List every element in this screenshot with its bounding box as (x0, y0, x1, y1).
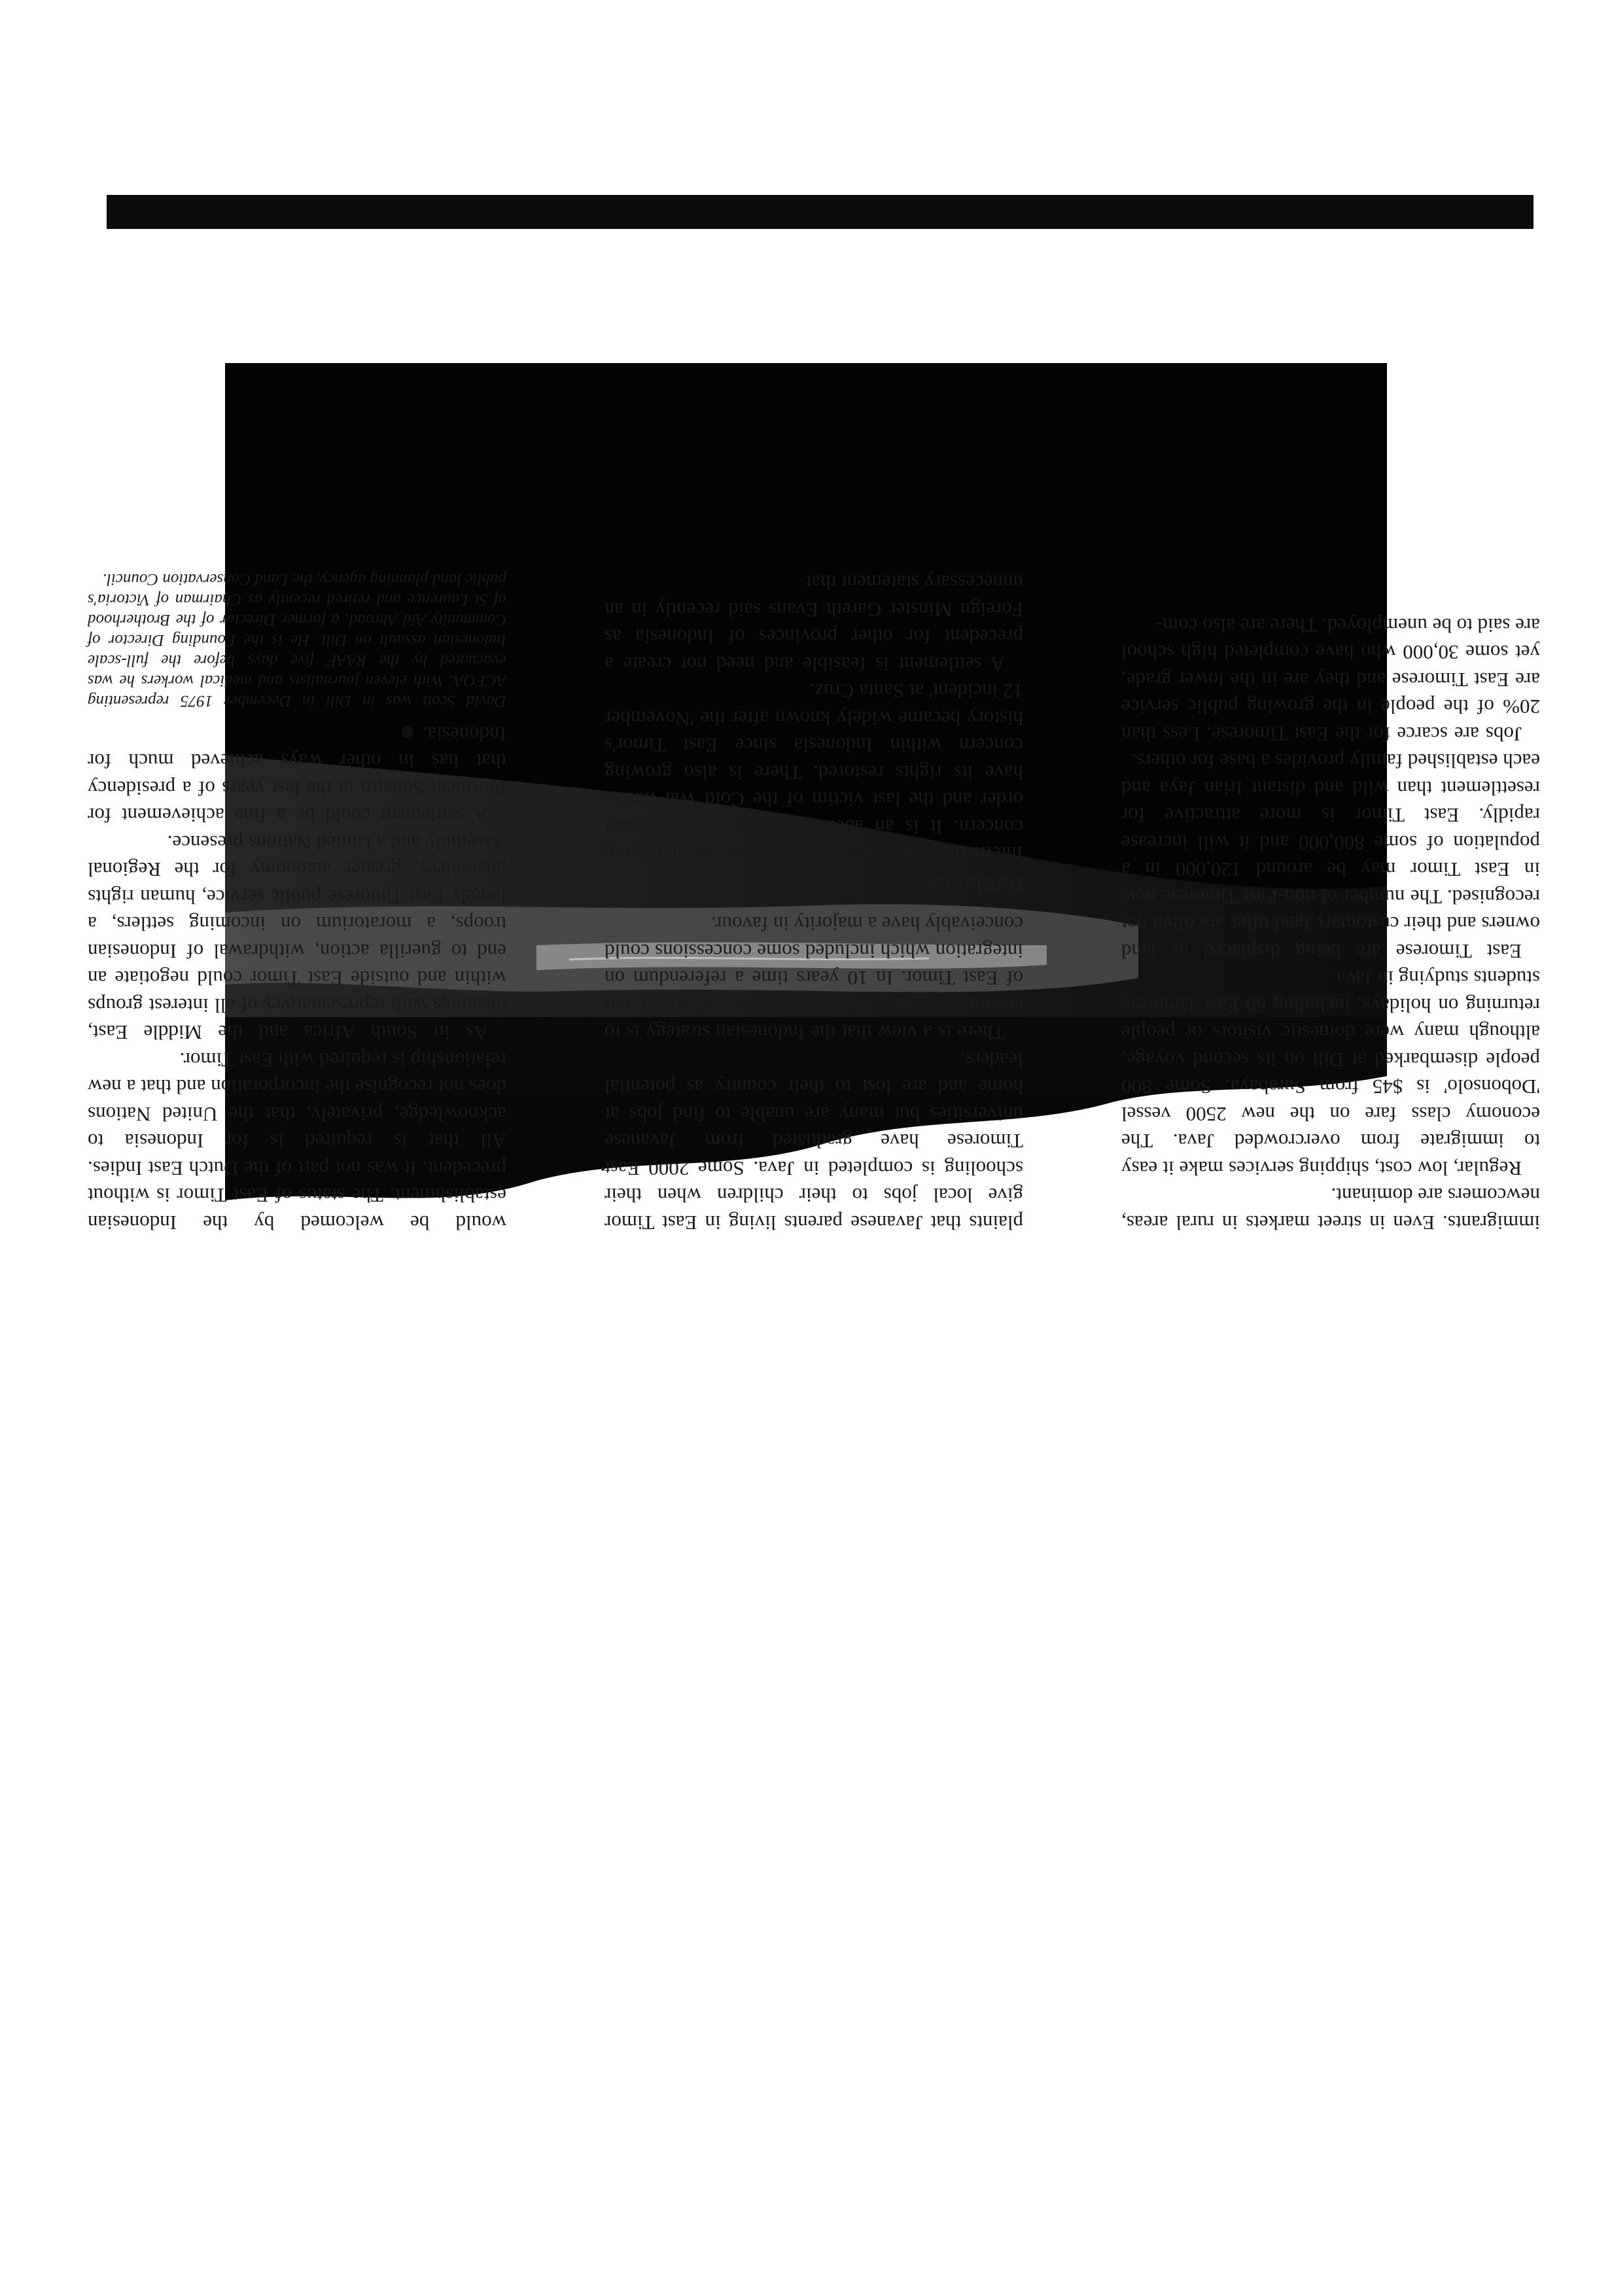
col-left-paragraph-1: immigrants. Even in street markets in rural areas, newcomers are dominant. (1121, 1184, 1540, 1234)
col-left-paragraph-3: East Timorese are being displaced as land owners and their customary land titles are often not recognised. The number of non-East Timorese now in East Timor may be around 120,000 in a population of some 800,000 and it will increase rapidly. East Timor is more attractive for resettlement than wild and distant Irian Jaya and each established family provides a base for others. (1121, 750, 1540, 963)
column-left (1121, 612, 1540, 1237)
col-mid-paragraph-1: plaints that Javanese parents living in East Timor give local jobs to their children when their schooling is completed in Java. Some 2000 East Timorese have graduated from Javanese universities but many are unable to find jobs at home and are lost to their country as potential leaders. (604, 1049, 1023, 1234)
column-middle (604, 569, 1023, 1236)
end-of-article-bullet-icon (402, 726, 413, 738)
col-mid-paragraph-3: Internationally, East Timor is a matter of increasing concern. It is an aberration in the international order and the last victim of the Cold War not to have its rights restored. There is also growing concern within Indonesia since East Timor's history became widely known after the 'November 12 incident' at Santa Cruz. (604, 680, 1023, 866)
settlement-subheading: Settlement (913, 873, 1023, 897)
col-right-paragraph-3 (88, 721, 506, 829)
col-right-paragraph-1: would be welcomed by the Indonesian establishment. The status of East Timor is without precedent. It was not part of the Dutch East Indies. All that is required is for Indonesia to acknowledge, privately, that the United Nations does not recognise the incorporation and that a new relationship is required with East Timor. (88, 1049, 506, 1234)
column-right (88, 570, 506, 1237)
col-left-paragraph-4: Jobs are scarce for the East Timorese. Less than 20% of the people in the growing public service are East Timorese and they are in the lower grade, yet some 30,000 who have completed high school are said to be unemployed. There are also com- (1121, 614, 1540, 746)
col-right-paragraph-2: As in South Africa and the Middle East, meetings with representatives of all interest groups within and outside East Timor could negotiate an end to guerilla action, withdrawal of Indonesian troops, a moratorium on incoming settlers, a largely East Timorese public service, human rights guarantees, greater autonomy for the Regional Assembly and a United Nations presence. (88, 831, 506, 1045)
col-mid-paragraph-4: A settlement is feasible and need not create a precedent for other provinces of Indonesia as Foreign Minster Gareth Evans said recently in an unnecessary statement that (604, 571, 1023, 676)
col-mid-paragraph-2: There is a view that the Indonesian strategy is to encourage more settlers in, and East Timorese out of East Timor. In 10 years time a referendum on integration which included some concessions could conceivably have a majority in favour. (604, 913, 1023, 1045)
col-right-paragraph-3-text: A settlement could be a fine achievement for President Suharto in the last years of a presidency that has in other ways achieved much for Indonesia. (88, 723, 506, 827)
header-rule-bar (107, 195, 1533, 229)
col-left-paragraph-2: Regular, low cost, shipping services make it easy to immigrate from overcrowded Java. The economy class fare on the new 2500 vessel 'Dobonsolo' is $45 from Surabaya. Some 800 people disembarked at Dili on its second voyage, although many were domestic visitors or people returning on holidays, including 60 East Timorese students studying in Java. (1121, 967, 1540, 1180)
author-bio: David Scott was in Dili in December 1975 representing ACFOA. With eleven journalists and medical workers he was evacuated by the RAAF five days before the full-scale Indonesian assault on Dili. He is the Founding Director of Community Aid Abroad, a former Director of the Brotherhood of St Laurence and retired recently as Chairman of Victoria's public land planning agency, the Land Conservation Council. (88, 570, 506, 710)
